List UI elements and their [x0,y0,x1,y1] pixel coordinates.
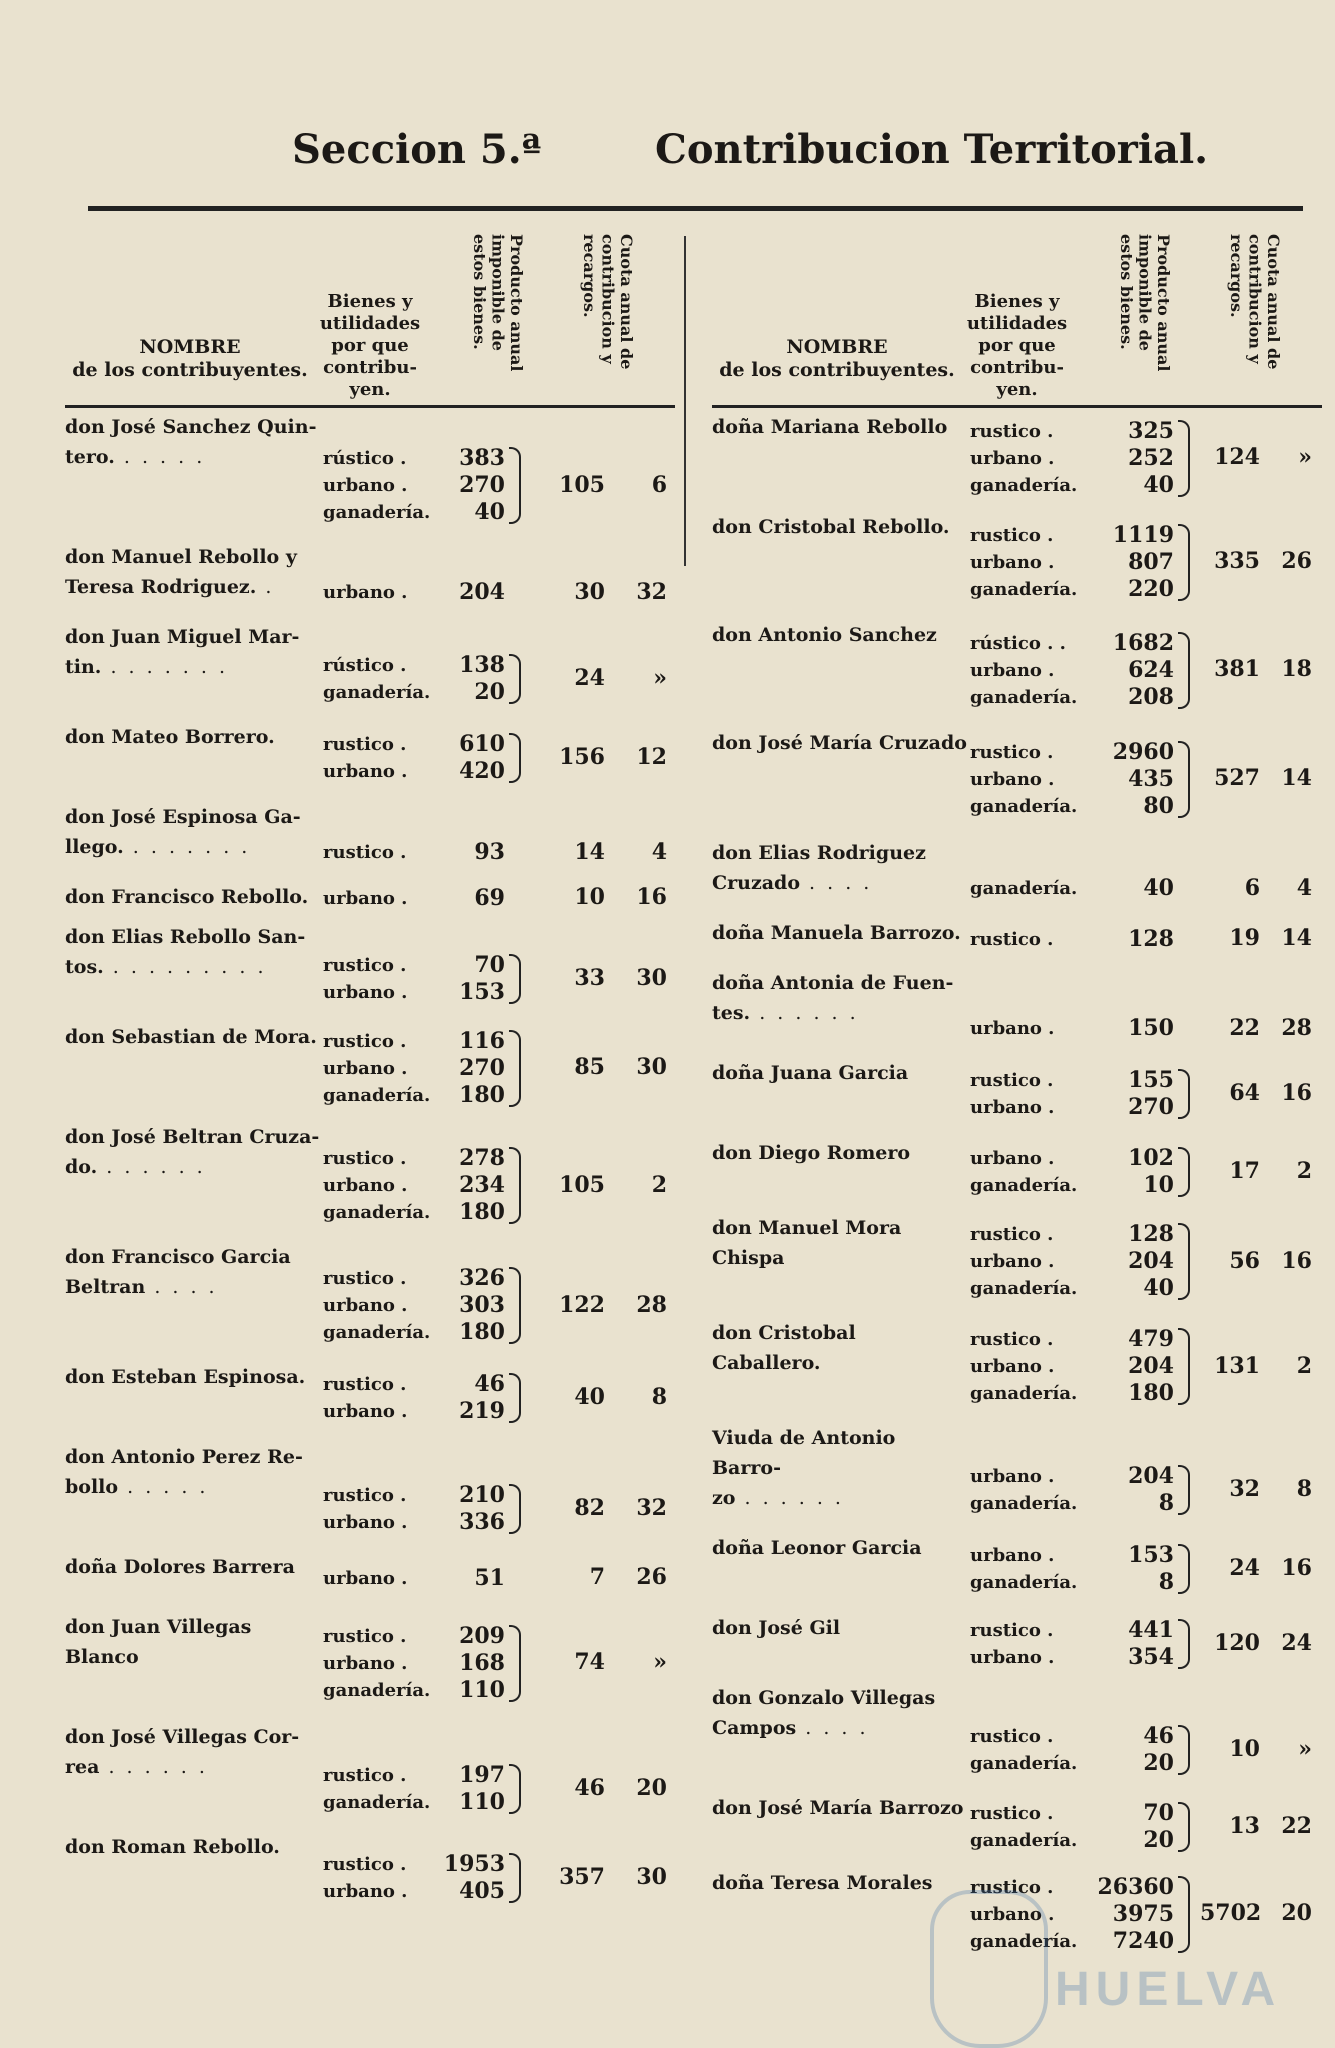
cuota-reales: 40 [574,1384,605,1410]
contributor-name: don Roman Rebollo. [65,1836,280,1858]
left-rows [65,408,675,1928]
brace-icon [509,1147,521,1224]
contributor-name: don Manuel Rebollo y Teresa Rodriguez. . [65,546,297,598]
annual-product: 102 10 [1128,1144,1174,1198]
cuota-maravedis: 16 [1281,1080,1312,1106]
table-row [65,1238,675,1358]
annual-product: 70 20 [1143,1799,1174,1853]
table-row [65,878,675,918]
goods-type: rústico . . urbano . ganadería. [970,632,1078,708]
cuota-maravedis: 4 [1296,874,1312,901]
annual-product: 2960 435 80 [1112,738,1174,819]
cuota-maravedis: 16 [1281,1247,1312,1274]
header-cuota: Cuota anual de contribucion y recargos. [580,234,636,370]
table-row [65,1608,675,1718]
cuota-maravedis: 30 [636,1054,667,1080]
cuota-maravedis: 2 [1296,1157,1312,1184]
cuota-maravedis: 20 [636,1775,667,1801]
annual-product: 197 110 [459,1762,505,1815]
goods-type: rustico . urbano . [323,1854,408,1902]
goods-type: rustico . [970,928,1054,950]
contributor-name: don Antonio Perez Re- bollo . . . . . [65,1446,303,1498]
contributor-name: doña Leonor Garcia [712,1537,922,1559]
cuota-maravedis: » [1298,444,1312,470]
header-goods: Bienes y utilidades por que contribu- yen. [319,291,421,401]
table-row [65,1018,675,1118]
cuota-maravedis: 20 [1281,1900,1312,1926]
cuota-reales: 82 [574,1495,605,1521]
cuota-reales: 527 [1214,765,1260,791]
contributor-name: don Cristobal Caballero. [712,1322,856,1374]
brace-icon [509,1484,521,1534]
cuota-maravedis: 14 [1281,925,1312,951]
cuota-reales: 74 [574,1649,605,1675]
cuota-maravedis: 30 [636,965,667,991]
goods-type: rustico . urbano . [323,1374,408,1422]
goods-type: rustico . ganadería. [970,1802,1078,1851]
header-name: NOMBRE de los contribuyentes. [72,335,308,382]
goods-type: rustico . ganadería. [970,1726,1078,1774]
cuota-maravedis: 12 [636,744,667,770]
contributor-name: don José María Barrozo [712,1797,964,1819]
cuota-maravedis: 8 [651,1384,667,1410]
annual-product: 138 20 [459,652,505,705]
table-row [712,508,1322,616]
brace-icon [1178,632,1190,709]
annual-product: 46 219 [459,1371,505,1424]
annual-product: 116 270 180 [459,1027,505,1108]
cuota-reales: 10 [1229,1736,1260,1762]
brace-icon [1178,1465,1190,1515]
cuota-maravedis: 32 [636,578,667,605]
annual-product: 1119 807 220 [1112,521,1174,602]
cuota-reales: 17 [1229,1157,1260,1184]
column-divider [684,236,686,566]
table-row [65,718,675,798]
contributor-name: don Francisco Garcia Beltran . . . . [65,1246,291,1298]
brace-icon [1178,1802,1190,1852]
contributor-name: don Francisco Rebollo. [65,886,309,908]
cuota-maravedis: 26 [1281,548,1312,574]
table-row [65,918,675,1018]
section-title: Seccion 5.ª [292,126,542,173]
goods-type: rustico . urbano . [323,1485,408,1533]
goods-type: urbano . ganadería. [970,1147,1078,1196]
annual-product: 128 204 40 [1128,1221,1174,1301]
contributor-name: don Sebastian de Mora. [65,1026,317,1048]
contributor-name: doña Mariana Rebollo [712,416,948,438]
annual-product: 150 [1128,1015,1174,1041]
table-row [712,408,1322,508]
contributor-name: Viuda de Antonio Barro- zo . . . . . . [712,1427,896,1509]
table-row [712,1529,1322,1609]
contributor-name: don Esteban Espinosa. [65,1366,306,1388]
annual-product: 1682 624 208 [1112,629,1174,710]
cuota-reales: 10 [574,884,605,910]
cuota-reales: 19 [1229,925,1260,951]
brace-icon [1178,1069,1190,1119]
cuota-reales: 335 [1214,548,1260,574]
annual-product: 128 [1128,925,1174,952]
brace-icon [509,1764,521,1814]
cuota-reales: 6 [1244,874,1260,901]
header-cuota: Cuota anual de contribucion y recargos. [1227,234,1283,370]
header-name: NOMBRE de los contribuyentes. [719,335,955,382]
annual-product: 326 303 180 [459,1265,505,1345]
goods-type: rustico . [323,842,407,863]
table-row [712,1419,1322,1529]
table-row [712,914,1322,964]
cuota-maravedis: 16 [1281,1555,1312,1581]
right-table [712,230,1322,1964]
contributor-name: doña Teresa Morales [712,1872,933,1894]
contributor-name: doña Manuela Barrozo. [712,922,961,944]
table-row [712,1679,1322,1789]
header-goods: Bienes y utilidades por que contribu- yen. [966,291,1068,401]
goods-type: rustico . urbano . ganadería. [970,420,1078,496]
cuota-reales: 156 [559,744,605,770]
contributor-name: don José María Cruzado [712,732,967,754]
cuota-maravedis: 18 [1281,656,1312,682]
annual-product: 383 270 40 [459,445,505,525]
table-row [65,798,675,878]
table-row [65,408,675,538]
cuota-maravedis: 30 [636,1864,667,1890]
cuota-reales: 105 [559,471,605,498]
brace-icon [1178,1328,1190,1405]
goods-type: rustico . urbano . ganadería. [323,1625,431,1701]
cuota-reales: 30 [574,578,605,605]
goods-type: rustico . urbano . ganadería. [323,1268,431,1343]
table-row [65,618,675,718]
brace-icon [1178,524,1190,601]
brace-icon [1178,1223,1190,1300]
annual-product: 441 354 [1128,1617,1174,1670]
cuota-maravedis: 28 [1281,1014,1312,1041]
cuota-reales: 105 [559,1171,605,1198]
contributor-name: don José Beltran Cruza- do. . . . . . . [65,1126,320,1178]
annual-product: 209 168 110 [459,1622,505,1703]
annual-product: 153 8 [1128,1542,1174,1595]
cuota-reales: 357 [559,1864,605,1890]
contributor-name: don José Espinosa Ga- llego. . . . . . . . [65,806,301,858]
brace-icon [509,733,521,783]
goods-type: rustico . urbano . ganadería. [970,524,1078,600]
goods-type: ganadería. [970,878,1078,899]
cuota-reales: 22 [1229,1014,1260,1041]
annual-product: 479 204 180 [1128,1326,1174,1406]
annual-product: 210 336 [459,1482,505,1535]
cuota-reales: 5702 [1200,1900,1262,1926]
brace-icon [1178,1619,1190,1669]
contributor-name: don Juan Villegas Blanco [65,1616,252,1668]
annual-product: 278 234 180 [459,1145,505,1225]
cuota-maravedis: 16 [636,884,667,910]
table-row [712,1314,1322,1419]
contributor-name: don Juan Miguel Mar- tin. . . . . . . . [65,626,300,678]
table-row [712,1054,1322,1134]
contributor-name: don José Villegas Cor- rea . . . . . . [65,1726,300,1778]
cuota-reales: 7 [589,1564,605,1590]
stamp-text: HUELVA [1055,1963,1282,2016]
goods-type: rústico . urbano . ganadería. [323,448,431,523]
table-row [712,724,1322,834]
goods-type: rustico . urbano . [970,1070,1055,1118]
contributor-name: don Mateo Borrero. [65,726,275,748]
brace-icon [1178,1725,1190,1775]
goods-type: urbano . ganadería. [970,1466,1078,1514]
brace-icon [509,1030,521,1107]
cuota-reales: 46 [574,1775,605,1801]
table-row [712,1789,1322,1864]
cuota-maravedis: 8 [1296,1476,1312,1502]
goods-type: rustico . urbano . ganadería. [323,1148,431,1223]
cuota-reales: 33 [574,965,605,991]
annual-product: 1953 405 [443,1851,505,1904]
contributor-name: don Elias Rodriguez Cruzado . . . . [712,842,926,894]
header-product: Producto anual imponible de estos bienes. [1117,234,1173,372]
brace-icon [509,1373,521,1423]
cuota-reales: 13 [1229,1812,1260,1839]
brace-icon [509,1853,521,1903]
library-stamp [930,1880,1282,2048]
goods-type: rustico . urbano . ganadería. [970,1224,1078,1299]
cuota-maravedis: 24 [1281,1630,1312,1656]
cuota-maravedis: » [653,665,667,691]
page-title [0,126,1335,186]
goods-type: urbano . ganadería. [970,1545,1078,1593]
table-row [65,538,675,618]
contributor-name: don José Gil [712,1617,841,1639]
brace-icon [509,447,521,524]
goods-type: rústico . ganadería. [323,655,431,703]
brace-icon [1178,1544,1190,1594]
table-row [65,1438,675,1548]
contributor-name: don Cristobal Rebollo. [712,516,950,538]
cuota-maravedis: 32 [636,1495,667,1521]
contributor-name: don José Sanchez Quin- tero. . . . . . [65,416,317,468]
table-row [712,616,1322,724]
contributor-name: don Manuel Mora Chispa [712,1217,902,1269]
contributor-name: doña Antonia de Fuen- tes. . . . . . . [712,972,954,1024]
annual-product: 204 8 [1128,1463,1174,1516]
cuota-maravedis: 2 [1296,1352,1312,1379]
brace-icon [1178,1147,1190,1197]
annual-product: 26360 3975 7240 [1097,1873,1174,1954]
table-row [65,1118,675,1238]
goods-type: rustico . urbano . [323,734,408,782]
header-product: Producto anual imponible de estos bienes. [470,234,526,372]
brace-icon [1178,741,1190,818]
goods-type: rustico . urbano . ganadería. [970,741,1078,817]
cuota-reales: 131 [1214,1352,1260,1379]
contributor-name: don Diego Romero [712,1142,911,1164]
table-row [712,1609,1322,1679]
brace-icon [1178,420,1190,497]
goods-type: urbano . [970,1018,1055,1039]
goods-type: rustico . urbano . [970,1620,1055,1668]
table-row [65,1828,675,1928]
table-row [712,1134,1322,1209]
goods-type: urbano . [323,887,408,909]
annual-product: 204 [459,579,505,605]
cuota-reales: 85 [574,1054,605,1080]
cuota-reales: 24 [1229,1555,1260,1581]
goods-type: rustico . urbano . ganadería. [970,1876,1078,1952]
cuota-reales: 24 [574,665,605,691]
annual-product: 155 270 [1128,1067,1174,1120]
table-row [65,1358,675,1438]
table-row [712,834,1322,914]
cuota-maravedis: » [1298,1736,1312,1762]
crest-icon [930,1890,1048,2048]
brace-icon [509,954,521,1004]
cuota-reales: 124 [1214,444,1260,470]
annual-product: 93 [474,839,505,865]
right-rows [712,408,1322,1964]
cuota-reales: 14 [574,838,605,865]
table-header [712,230,1322,408]
annual-product: 610 420 [459,731,505,784]
goods-type: rustico . urbano . ganadería. [970,1329,1078,1404]
cuota-reales: 120 [1214,1630,1260,1656]
brace-icon [509,1267,521,1344]
left-table [65,230,675,1928]
brace-icon [509,1625,521,1702]
contributor-name: don Gonzalo Villegas Campos . . . . [712,1687,936,1739]
annual-product: 325 252 40 [1128,417,1174,498]
cuota-maravedis: 2 [651,1171,667,1198]
table-row [712,964,1322,1054]
cuota-maravedis: 14 [1281,765,1312,791]
contributor-name: don Elias Rebollo San- tos. . . . . . . . . . [65,926,306,978]
cuota-reales: 56 [1229,1247,1260,1274]
cuota-reales: 64 [1229,1080,1260,1106]
annual-product: 70 153 [459,952,505,1005]
annual-product: 51 [474,1564,505,1591]
contributor-name: don Antonio Sanchez [712,624,937,646]
goods-type: rustico . urbano . ganadería. [323,1030,431,1106]
cuota-maravedis: 22 [1281,1812,1312,1839]
goods-type: urbano . [323,582,408,603]
goods-type: rustico . ganadería. [323,1765,431,1813]
cuota-reales: 32 [1229,1476,1260,1502]
brace-icon [509,654,521,704]
table-row [712,1209,1322,1314]
contributor-name: doña Dolores Barrera [65,1556,295,1578]
cuota-maravedis: » [653,1649,667,1675]
table-row [65,1548,675,1608]
cuota-reales: 122 [559,1291,605,1318]
cuota-reales: 381 [1214,656,1260,682]
table-header [65,230,675,408]
document-title: Contribucion Territorial. [655,126,1209,173]
cuota-maravedis: 26 [636,1564,667,1590]
cuota-maravedis: 6 [651,471,667,498]
goods-type: urbano . [323,1567,408,1589]
cuota-maravedis: 28 [636,1291,667,1318]
annual-product: 40 [1143,875,1174,901]
header-rule [88,206,1303,211]
annual-product: 46 20 [1143,1723,1174,1776]
annual-product: 69 [474,884,505,911]
table-row [65,1718,675,1828]
goods-type: rustico . urbano . [323,955,408,1003]
contributor-name: doña Juana Garcia [712,1062,909,1084]
cuota-maravedis: 4 [651,838,667,865]
